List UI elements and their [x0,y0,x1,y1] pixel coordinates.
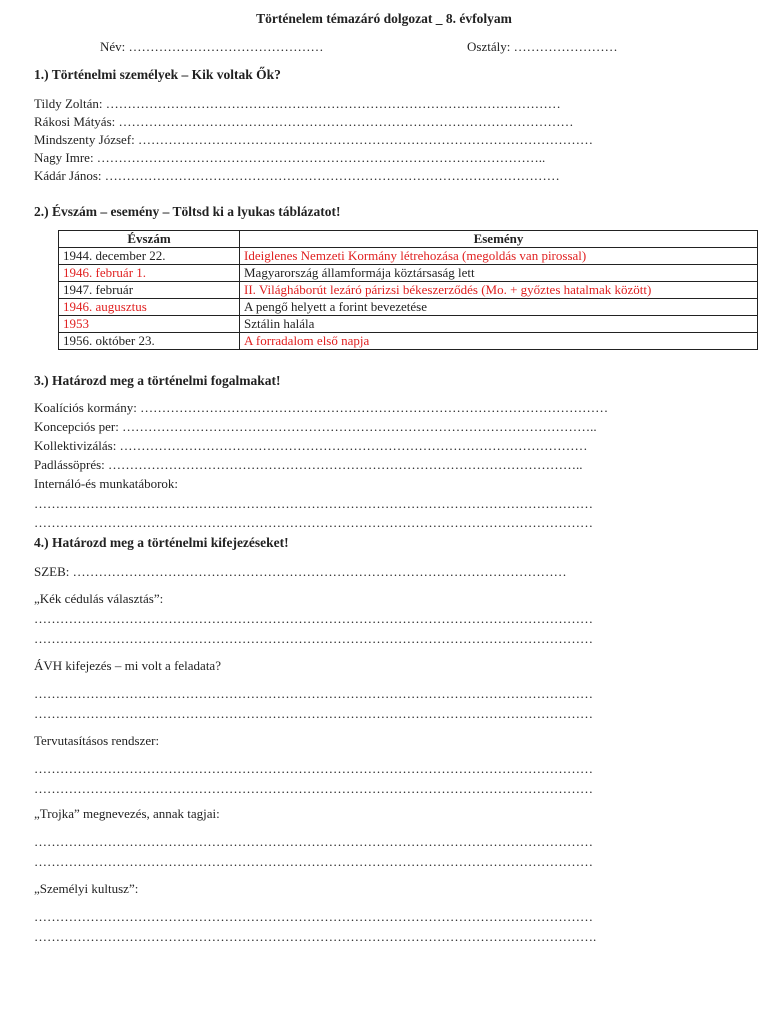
year-cell[interactable]: 1956. október 23. [59,333,240,350]
person-line-rakosi[interactable]: Rákosi Mátyás: …………………………………………………………………………………………… [34,114,574,129]
column-header-event: Esemény [240,231,758,248]
table-row [59,333,758,350]
answer-line[interactable]: ………………………………………………………………………………………………………………… [34,496,593,511]
event-cell[interactable]: A forradalom első napja [240,333,758,350]
concept-label-internalo: Internáló-és munkatáborok: [34,476,179,491]
person-line-kadar[interactable]: Kádár János: …………………………………………………………………………………………… [34,168,560,183]
table-header-row [59,231,758,248]
name-field[interactable]: Név: ……………………………………… [100,39,324,54]
expression-label-kek-cedulas: „Kék cédulás választás”: [34,591,164,606]
answer-line[interactable]: ………………………………………………………………………………………………………………… [34,781,593,796]
concept-line-padlassopres[interactable]: Padlássöprés: ……………………………………………………………………………………………….. [34,457,583,472]
year-cell[interactable]: 1953 [59,316,240,333]
expression-label-tervutasitasos: Tervutasításos rendszer: [34,733,160,748]
concept-line-kollektivizalas[interactable]: Kollektivizálás: ……………………………………………………………………………………………… [34,438,588,453]
person-line-mindszenty[interactable]: Mindszenty József: …………………………………………………………………………………………… [34,132,593,147]
class-field[interactable]: Osztály: …………………… [467,39,618,54]
year-cell[interactable]: 1946. február 1. [59,265,240,282]
event-cell[interactable]: Ideiglenes Nemzeti Kormány létrehozása (megoldás van pirossal) [240,248,758,265]
event-cell[interactable]: Magyarország államformája köztársaság lett [240,265,758,282]
person-line-nagy[interactable]: Nagy Imre: ………………………………………………………………………………………….. [34,150,546,165]
year-cell[interactable]: 1944. december 22. [59,248,240,265]
table-row [59,299,758,316]
year-cell[interactable]: 1947. február [59,282,240,299]
event-cell[interactable]: II. Világháborút lezáró párizsi békeszerződés (Mo. + győztes hatalmak között) [240,282,758,299]
answer-line[interactable]: ………………………………………………………………………………………………………………… [34,834,593,849]
event-cell[interactable]: A pengő helyett a forint bevezetése [240,299,758,316]
page-title: Történelem témazáró dolgozat _ 8. évfolyam [256,11,512,26]
answer-line[interactable]: ………………………………………………………………………………………………………………… [34,686,593,701]
answer-line[interactable]: ………………………………………………………………………………………………………………… [34,611,593,626]
header-fields [100,39,660,55]
answer-line[interactable]: ………………………………………………………………………………………………………………… [34,854,593,869]
answer-line[interactable]: ………………………………………………………………………………………………………………… [34,761,593,776]
answer-line[interactable]: ………………………………………………………………………………………………………………… [34,909,593,924]
table-row [59,282,758,299]
answer-line[interactable]: ………………………………………………………………………………………………………………… [34,706,593,721]
table-row [59,248,758,265]
answer-line[interactable]: …………………………………………………………………………………………………………………. [34,929,597,944]
year-cell[interactable]: 1946. augusztus [59,299,240,316]
answer-line[interactable]: ………………………………………………………………………………………………………………… [34,515,593,530]
events-table [58,230,758,350]
expression-label-trojka: „Trojka” megnevezés, annak tagjai: [34,806,220,821]
section3-heading: 3.) Határozd meg a történelmi fogalmakat! [34,373,281,388]
table-row [59,265,758,282]
concept-line-koncepcios[interactable]: Koncepciós per: ……………………………………………………………………………………………….. [34,419,597,434]
expression-line-szeb[interactable]: SZEB: …………………………………………………………………………………………………… [34,564,567,579]
expression-label-avh: ÁVH kifejezés – mi volt a feladata? [34,658,221,673]
section2-heading: 2.) Évszám – esemény – Töltsd ki a lyukas táblázatot! [34,204,341,219]
section4-heading: 4.) Határozd meg a történelmi kifejezéseket! [34,535,289,550]
person-line-tildy[interactable]: Tildy Zoltán: …………………………………………………………………………………………… [34,96,561,111]
answer-line[interactable]: ………………………………………………………………………………………………………………… [34,631,593,646]
expression-label-szemelyi-kultusz: „Személyi kultusz”: [34,881,139,896]
concept-line-koalicios[interactable]: Koalíciós kormány: ……………………………………………………………………………………………… [34,400,609,415]
table-row [59,316,758,333]
event-cell[interactable]: Sztálin halála [240,316,758,333]
column-header-year: Évszám [59,231,240,248]
section1-heading: 1.) Történelmi személyek – Kik voltak Ők? [34,67,281,82]
